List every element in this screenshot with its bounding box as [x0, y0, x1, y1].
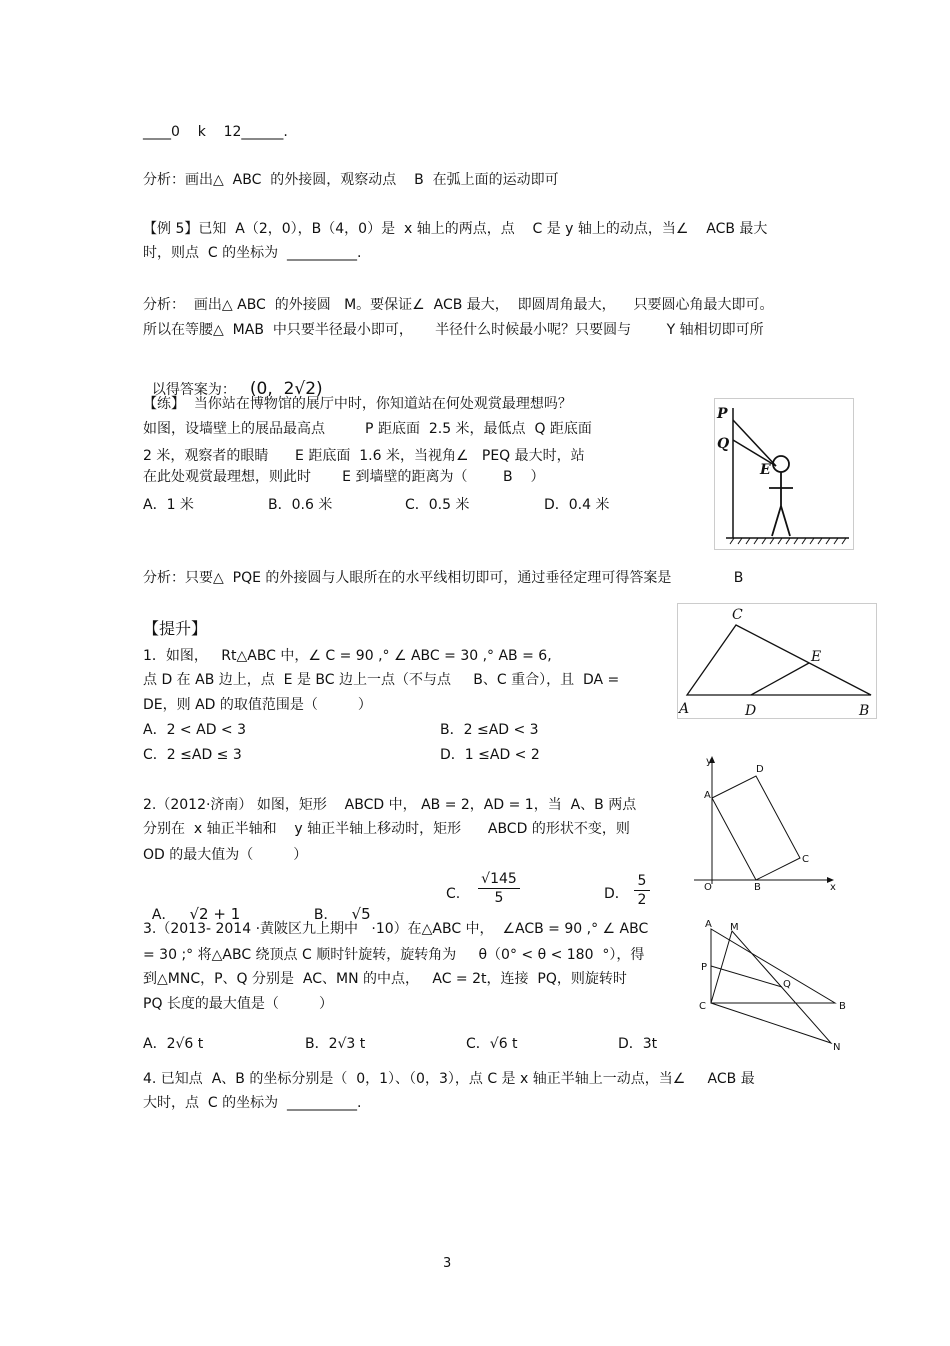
q1-label-a: A: [679, 701, 690, 717]
q1-label-b: B: [859, 703, 870, 719]
q2-line-1: 2.（2012·济南） 如图，矩形 ABCD 中， AB = 2，AD = 1，当 A、B 两点: [143, 797, 637, 813]
analysis-1: 分析：画出△ ABC 的外接圆，观察动点 B 在弧上面的运动即可: [143, 172, 559, 188]
page-number: 3: [443, 1256, 452, 1271]
analysis-2-answer: (0, 2√2): [249, 379, 323, 399]
q2-option-d-label: D．: [604, 886, 629, 902]
q3-label-m: M: [730, 922, 739, 933]
label-e: E: [760, 462, 771, 478]
q1-label-e: E: [811, 649, 822, 665]
q2-label-b: B: [754, 882, 761, 893]
q1-label-c: C: [732, 607, 743, 623]
q2-option-c-numerator: √145: [481, 871, 517, 887]
q1-option-d: D．1 ≤AD < 2: [440, 747, 540, 763]
q3-label-p: P: [701, 962, 708, 973]
q3-option-c: C．√6 t: [466, 1036, 518, 1052]
q2-option-d-fraction: [634, 872, 650, 909]
analysis-3: 分析：只要△ PQE 的外接圆与人眼所在的水平线相切即可，通过垂径定理可得答案是 B: [143, 570, 744, 586]
q4-line-1: 4. 已知点 A、B 的坐标分别是（ 0，1）、（0，3），点 C 是 x 轴正半轴上一动点，当∠ ACB 最: [143, 1071, 755, 1087]
q3-label-q: Q: [783, 979, 791, 990]
practice-option-b: B．0.6 米: [268, 497, 333, 513]
section-title: 【提升】: [143, 619, 208, 638]
analysis-2-line-1: 分析： 画出△ ABC 的外接圆 M。要保证∠ ACB 最大， 即圆周角最大， 只要圆心角最大即可。: [143, 297, 774, 313]
analysis-2-line-2: 所以在等腰△ MAB 中只要半径最小即可， 半径什么时候最小呢？只要圆与 Y 轴相切即可所: [143, 322, 764, 338]
q3-line-3: 到△MNC，P、Q 分别是 AC、MN 的中点， AC = 2t，连接 PQ，则旋转时: [143, 971, 627, 987]
q3-option-b: B．2√3 t: [305, 1036, 366, 1052]
q2-option-d-numerator: 5: [637, 873, 647, 889]
q2-option-b-label: B．: [313, 907, 338, 923]
q2-label-d: D: [756, 764, 764, 775]
q2-option-c-fraction: [478, 870, 520, 907]
q3-line-4: PQ 长度的最大值是（ ）: [143, 996, 333, 1012]
q1-option-c: C．2 ≤AD ≤ 3: [143, 747, 242, 763]
q1-option-b: B．2 ≤AD < 3: [440, 722, 539, 738]
q3-line-1: 3.（2013- 2014 ·黄陂区九上期中 ·10）在△ABC 中， ∠ACB = 90 ,° ∠ ABC: [143, 921, 649, 937]
practice-line-2: 如图，设墙壁上的展品最高点 P 距底面 2.5 米，最低点 Q 距底面: [143, 421, 592, 437]
practice-option-d: D．0.4 米: [544, 497, 610, 513]
q3-label-a: A: [705, 919, 712, 930]
rectangle-axes-figure: [690, 752, 840, 900]
q3-line-2: = 30 ;° 将△ABC 绕顶点 C 顺时针旋转，旋转角为 θ（0° < θ < 180 °），得: [143, 947, 645, 963]
q2-option-c-denominator: 5: [478, 888, 520, 907]
q3-option-a: A．2√6 t: [143, 1036, 204, 1052]
q2-option-a-expr: √2 + 1: [189, 905, 241, 923]
rotation-figure: [697, 917, 847, 1052]
practice-line-3: 2 米，观察者的眼睛 E 距底面 1.6 米，当视角∠ PEQ 最大时，站: [143, 448, 585, 464]
q3-label-b: B: [839, 1001, 846, 1012]
q2-label-c: C: [802, 854, 809, 865]
practice-line-1: 【练】 当你站在博物馆的展厅中时，你知道站在何处观赏最理想吗？: [143, 396, 572, 412]
q2-line-3: OD 的最大值为（ ）: [143, 847, 308, 863]
q3-label-c: C: [699, 1001, 706, 1012]
q3-option-d: D．3t: [618, 1036, 658, 1052]
q1-option-a: A．2 < AD < 3: [143, 722, 247, 738]
q2-label-y: y: [706, 756, 712, 767]
example-5-line-1: 【例 5】已知 A（2，0），B（4，0）是 x 轴上的两点，点 C 是 y 轴上的动点，当∠ ACB 最大: [143, 221, 768, 237]
q1-line-3: DE，则 AD 的取值范围是（ ）: [143, 697, 372, 713]
answer-line: ____0 k 12______.: [143, 124, 288, 140]
q1-line-1: 1．如图， Rt△ABC 中，∠ C = 90 ,° ∠ ABC = 30 ,° AB = 6,: [143, 648, 552, 664]
q2-option-d-denominator: 2: [634, 890, 650, 909]
analysis-2-prefix: 以得答案为：: [151, 382, 236, 398]
q2-label-o: O: [704, 882, 712, 893]
practice-option-c: C．0.5 米: [405, 497, 470, 513]
practice-line-4: 在此处观赏最理想，则此时 E 到墙壁的距离为（ B ）: [143, 469, 545, 485]
label-q: Q: [717, 436, 730, 452]
q2-label-a: A: [704, 790, 711, 801]
triangle-figure: [677, 603, 877, 719]
practice-option-a: A．1 米: [143, 497, 194, 513]
observer-figure: [714, 398, 854, 550]
example-5-line-2: 时，则点 C 的坐标为 __________.: [143, 245, 362, 261]
q2-option-c-label: C.: [446, 886, 461, 902]
q2-option-b-expr: √5: [351, 905, 371, 923]
q2-option-a-label: A．: [151, 907, 176, 923]
label-p: P: [717, 406, 728, 422]
q2-line-2: 分别在 x 轴正半轴和 y 轴正半轴上移动时，矩形 ABCD 的形状不变，则: [143, 821, 630, 837]
q3-label-n: N: [833, 1042, 841, 1052]
q2-label-x: x: [830, 882, 836, 893]
q1-label-d: D: [745, 703, 757, 719]
q4-line-2: 大时，点 C 的坐标为 __________.: [143, 1095, 362, 1111]
q1-line-2: 点 D 在 AB 边上，点 E 是 BC 边上一点（不与点 B、C 重合），且 DA =: [143, 672, 620, 688]
